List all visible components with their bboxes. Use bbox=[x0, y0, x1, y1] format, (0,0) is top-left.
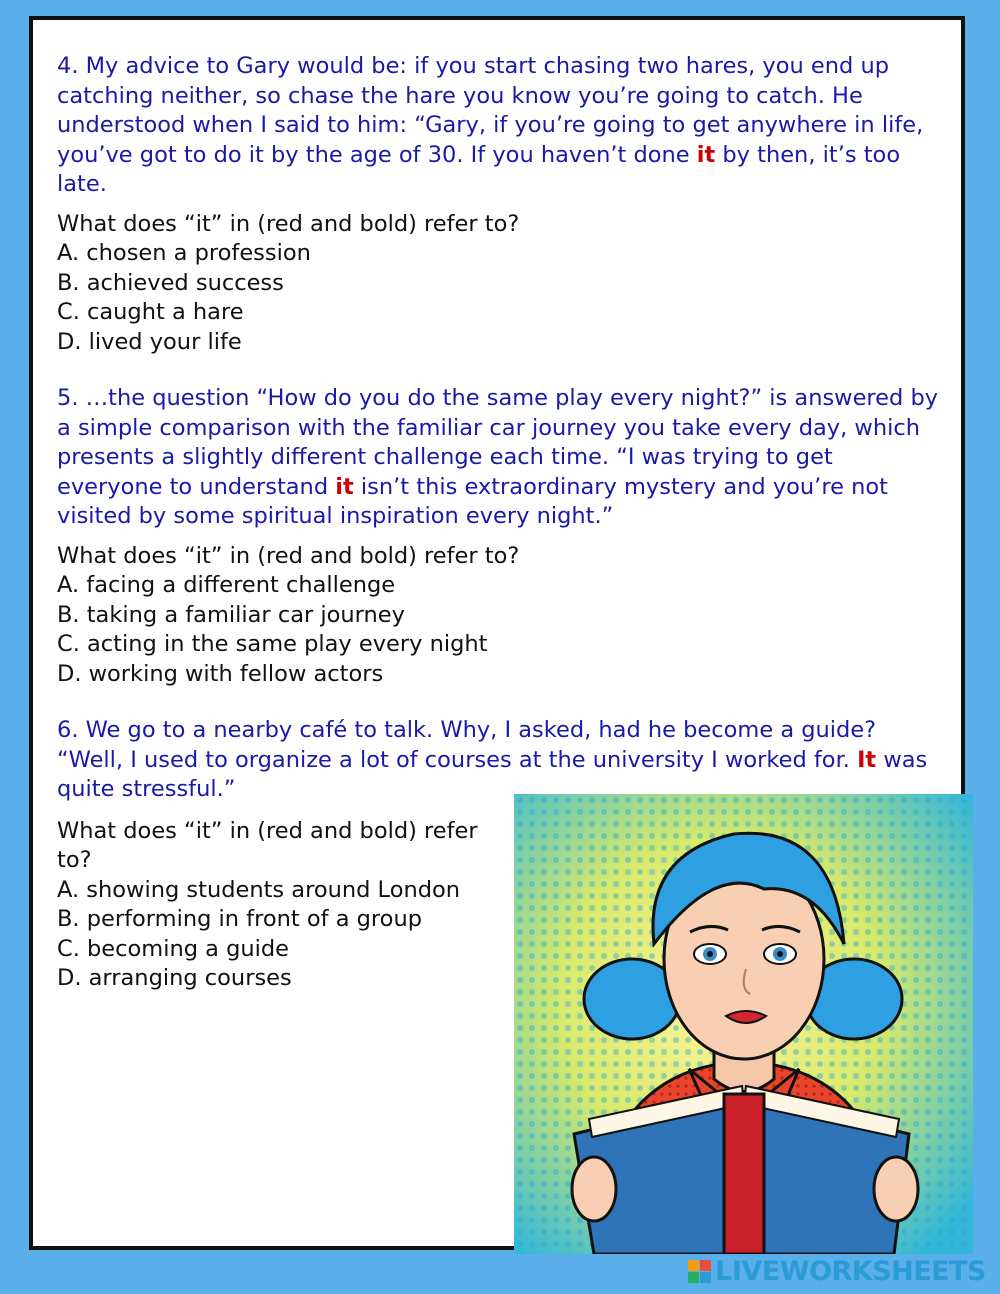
option-c[interactable]: C. becoming a guide bbox=[57, 935, 289, 962]
option-b[interactable]: B. performing in front of a group bbox=[57, 906, 422, 932]
option-d[interactable]: D. arranging courses bbox=[57, 965, 292, 991]
option-d[interactable]: D. working with fellow actors bbox=[57, 660, 384, 687]
highlight-word: It bbox=[857, 746, 877, 773]
worksheet-page bbox=[29, 16, 965, 1250]
option-a[interactable]: A. showing students around London bbox=[57, 876, 461, 903]
option-d[interactable]: D. lived your life bbox=[57, 328, 242, 355]
question-6-passage: 6. We go to a nearby café to talk. Why, I asked, had he become a guide? “Well, I used to organize a lot of courses at the university I worked for. It was quite stressful.” bbox=[57, 717, 928, 802]
question-5-prompt: What does “it” in (red and bold) refer to? bbox=[57, 542, 520, 569]
highlight-word: it bbox=[696, 141, 716, 168]
option-b[interactable]: B. achieved success bbox=[57, 269, 284, 296]
question-5 bbox=[57, 384, 941, 689]
option-a[interactable]: A. chosen a profession bbox=[57, 240, 311, 266]
question-4-passage: 4. My advice to Gary would be: if you start chasing two hares, you end up catching neither, so chase the hare you know you’re going to catch. He understood when I said to him: “Gary, if you’re going to get anywhere in life, you’ve got to do it by the age of 30. If you haven’t done it by then, it’s too late. bbox=[57, 53, 924, 197]
option-a[interactable]: A. facing a different challenge bbox=[57, 572, 396, 598]
liveworksheets-logo bbox=[688, 1254, 986, 1288]
question-6-prompt: What does “it” in (red and bold) refer to? bbox=[57, 817, 478, 873]
option-c[interactable]: C. caught a hare bbox=[57, 299, 244, 325]
question-5-passage: 5. …the question “How do you do the same play every night?” is answered by a simple comparison with the familiar car journey you take every day, which presents a slightly different challenge each time. “I was trying to get everyone to understand it isn’t this extraordinary mystery and you’re not visited by some spiritual inspiration every night.” bbox=[57, 385, 939, 529]
reading-woman-illustration bbox=[514, 794, 973, 1254]
highlight-word: it bbox=[335, 473, 354, 500]
option-b[interactable]: B. taking a familiar car journey bbox=[57, 601, 405, 628]
brand-icon bbox=[688, 1260, 711, 1283]
option-c[interactable]: C. acting in the same play every night bbox=[57, 631, 488, 657]
question-4-prompt: What does “it” in (red and bold) refer to? bbox=[57, 210, 520, 237]
brand-name: LIVEWORKSHEETS bbox=[715, 1255, 986, 1287]
question-4 bbox=[57, 52, 941, 357]
